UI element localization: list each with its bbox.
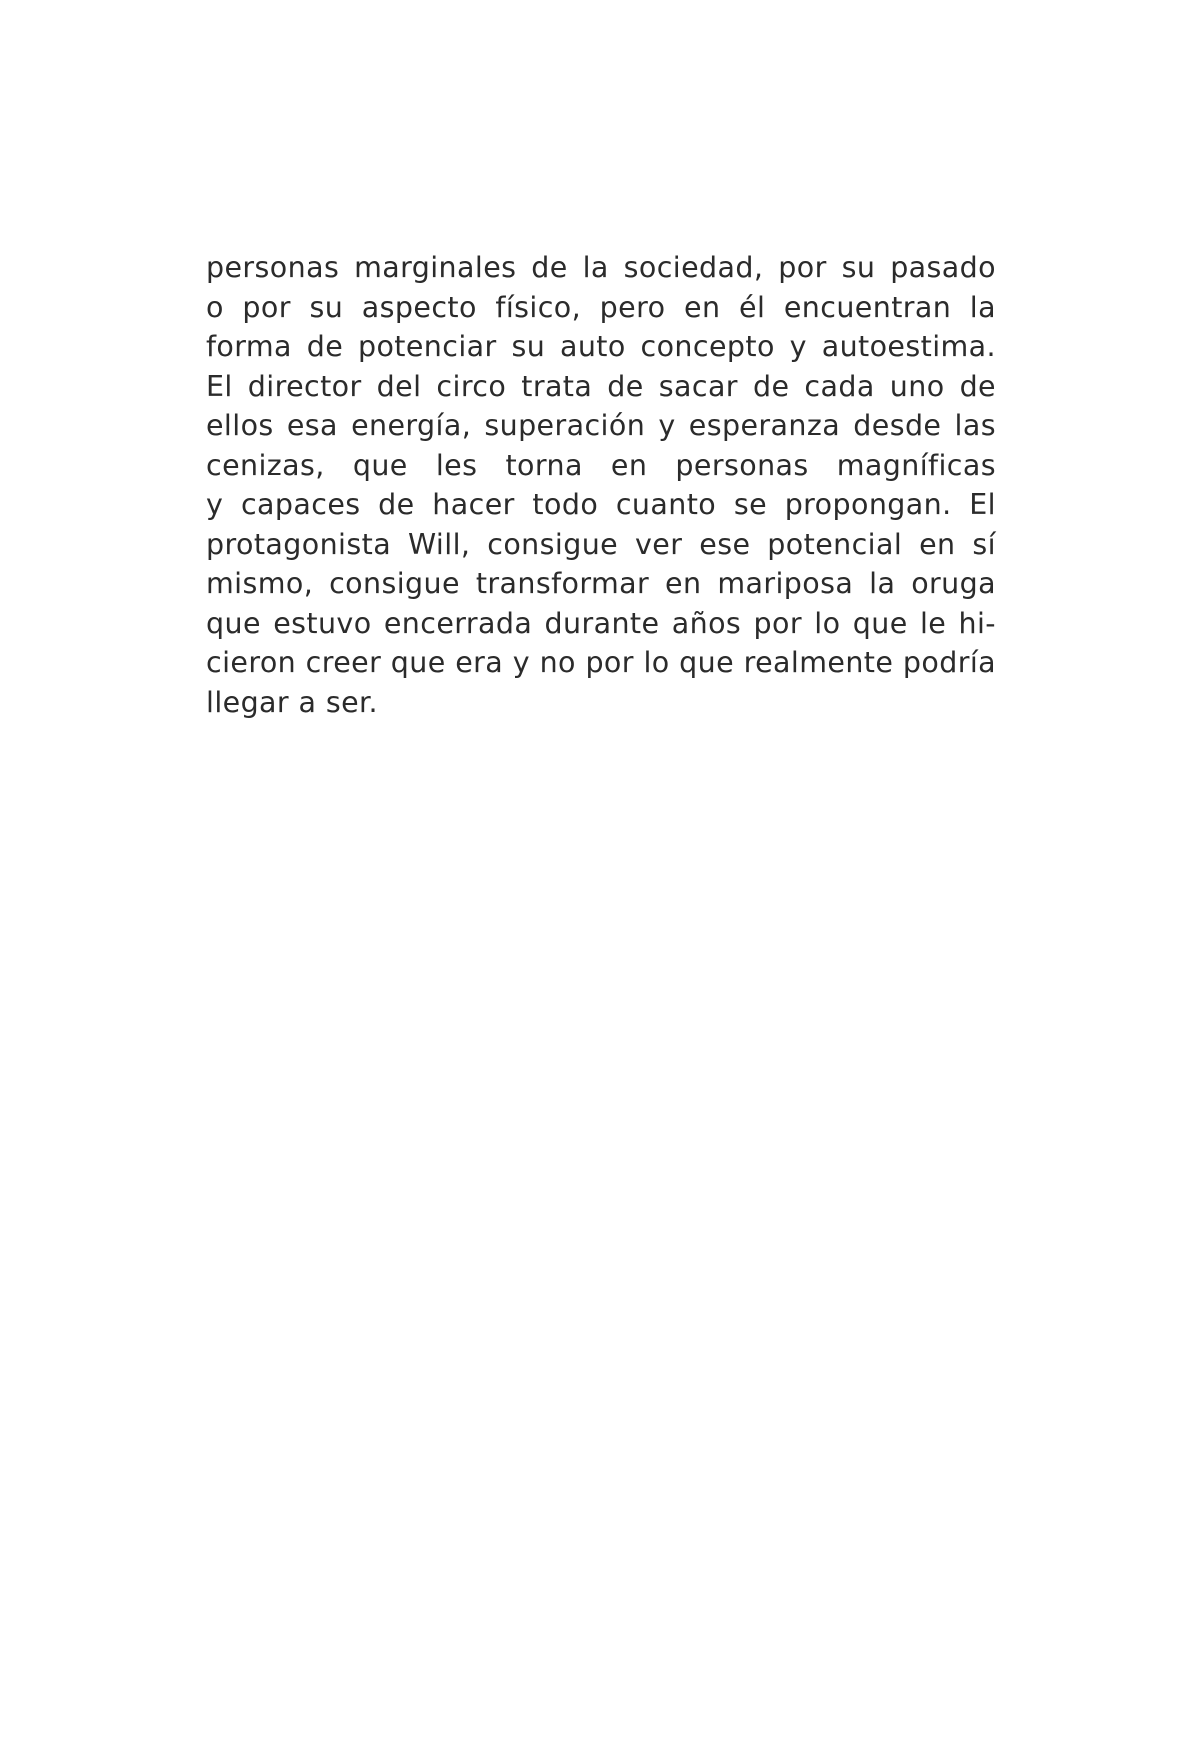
body-paragraph	[206, 248, 996, 722]
paragraph-line: forma de potenciar su auto concepto y autoestima.	[206, 330, 996, 363]
paragraph-line: o por su aspecto físico, pero en él encuentran la	[206, 290, 996, 324]
paragraph-line: El director del circo trata de sacar de cada uno de	[206, 369, 996, 403]
paragraph-line: y capaces de hacer todo cuanto se propongan. El	[206, 488, 996, 521]
paragraph-line: cenizas, que les torna en personas magníficas	[206, 448, 996, 482]
paragraph-line: llegar a ser.	[206, 685, 378, 719]
paragraph-line: ellos esa energía, superación y esperanza desde las	[206, 409, 996, 442]
paragraph-line: protagonista Will, consigue ver ese potencial en sí	[206, 527, 996, 561]
paragraph-line: mismo, consigue transformar en mariposa la oruga	[206, 567, 996, 600]
paragraph-line: cieron creer que era y no por lo que realmente podría	[206, 646, 996, 679]
paragraph-line: personas marginales de la sociedad, por su pasado	[206, 251, 996, 284]
paragraph-line: que estuvo encerrada durante años por lo que le hi-	[206, 606, 996, 640]
